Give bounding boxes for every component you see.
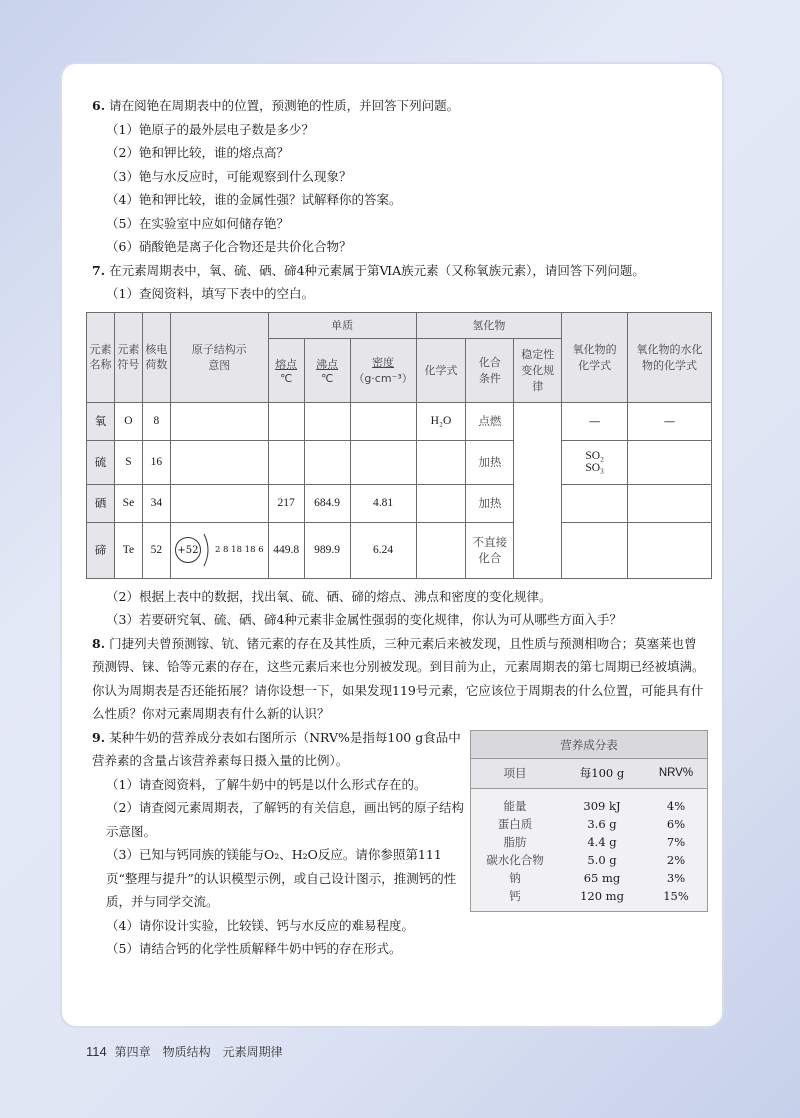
cell-symbol: O bbox=[114, 402, 142, 440]
cell-structure bbox=[170, 440, 268, 484]
header-condition: 化合条件 bbox=[466, 338, 514, 402]
header-density-label: 密度 bbox=[372, 356, 395, 369]
cell-mp: 217 bbox=[268, 484, 304, 522]
cell-z: 8 bbox=[142, 402, 170, 440]
chapter-title: 第四章 物质结构 元素周期律 bbox=[114, 1045, 283, 1059]
cell-name: 硒 bbox=[87, 484, 115, 522]
header-structure: 原子结构示意图 bbox=[170, 312, 268, 402]
cell-per: 5.0 g bbox=[587, 852, 617, 867]
cell-per: 4.4 g bbox=[587, 834, 617, 849]
cell-density bbox=[350, 402, 416, 440]
question-stem: 某种牛奶的营养成分表如右图所示（NRV%是指每100 g食品中营养素的含量占该营养素每日摄入量的比例）。 bbox=[92, 729, 461, 768]
cell-name: 硫 bbox=[87, 440, 115, 484]
header-per-100g: 每100 g bbox=[579, 766, 625, 780]
header-mp-unit: ℃ bbox=[279, 371, 293, 385]
cell-hydride-formula bbox=[416, 440, 466, 484]
header-bp-unit: ℃ bbox=[320, 371, 334, 385]
cell-oxide bbox=[562, 440, 628, 484]
sub-item: （1）铯原子的最外层电子数是多少？ bbox=[106, 121, 314, 137]
cell-hydride-formula bbox=[416, 484, 466, 522]
question-6 bbox=[92, 94, 708, 118]
cell-condition: 加热 bbox=[466, 484, 514, 522]
header-oxide: 氧化物的化学式 bbox=[562, 312, 628, 402]
header-stability: 稳定性变化规律 bbox=[514, 338, 562, 402]
question-stem: 请在阅铯在周期表中的位置，预测铯的性质，并回答下列问题。 bbox=[109, 98, 460, 113]
header-mp-label: 熔点 bbox=[275, 357, 298, 371]
sub-item: （2）铯和钾比较，谁的熔点高？ bbox=[106, 145, 289, 160]
header-oxide-hydrate: 氧化物的水化物的化学式 bbox=[628, 312, 712, 402]
cell-nrv: 7% bbox=[666, 834, 686, 849]
page-footer bbox=[86, 1043, 283, 1060]
table-row bbox=[471, 851, 707, 869]
sub-item: （3）若要研究氧、硫、硒、碲4种元素非金属性强弱的变化规律，你认为可从哪些方面入手？ bbox=[106, 612, 622, 627]
cell-oxide-hydrate bbox=[628, 440, 712, 484]
question-text: 门捷列夫曾预测镓、钪、锗元素的存在及其性质，三种元素后来被发现，且性质与预测相吻合；莫塞莱也曾预测锝、铼、铪等元素的存在，这些元素后来也分别被发现。到目前为止，元素周期表的第七周期已经被填满。你认为周期表是否还能拓展？请你设想一下，如果发现119号元素，它应该位于周期表的什么位置，可能具有什么性质？你对元素周期表有什么新的认识？ bbox=[92, 635, 705, 721]
table-row bbox=[87, 484, 712, 522]
cell-item: 蛋白质 bbox=[497, 816, 533, 831]
cell-nrv: 15% bbox=[663, 888, 689, 903]
cell-nrv: 6% bbox=[666, 816, 686, 831]
question-number: 7. bbox=[92, 262, 106, 278]
cell-structure bbox=[170, 484, 268, 522]
cell-structure bbox=[170, 402, 268, 440]
page-content bbox=[89, 94, 708, 961]
header-density-unit: （g·cm⁻³） bbox=[353, 372, 413, 385]
question-number: 9. bbox=[92, 729, 106, 745]
nucleus-circle: +52 bbox=[175, 537, 201, 563]
table-row bbox=[471, 887, 707, 905]
sub-item: （3）铯与水反应时，可能观察到什么现象？ bbox=[106, 168, 352, 184]
cell-structure bbox=[170, 522, 268, 578]
cell-condition: 点燃 bbox=[466, 402, 514, 440]
cell-item: 能量 bbox=[503, 798, 527, 813]
cell-mp: 449.8 bbox=[268, 522, 304, 578]
header-nuclear-charge: 核电荷数 bbox=[142, 312, 170, 402]
sub-item: （1）请查阅资料，了解牛奶中的钙是以什么形式存在的。 bbox=[106, 776, 427, 792]
sub-item: （2）根据上表中的数据，找出氧、硫、硒、碲的熔点、沸点和密度的变化规律。 bbox=[106, 588, 552, 604]
table-row bbox=[87, 440, 712, 484]
atom-structure-diagram bbox=[175, 530, 264, 570]
shell-electrons: 2 8 18 18 6 bbox=[214, 545, 264, 555]
cell-density bbox=[350, 440, 416, 484]
question-7 bbox=[92, 259, 708, 283]
cell-oxide-hydrate bbox=[628, 484, 712, 522]
question-9 bbox=[92, 726, 708, 961]
table-row bbox=[471, 869, 707, 887]
cell-item: 碳水化合物 bbox=[486, 852, 544, 867]
header-name: 元素名称 bbox=[87, 312, 115, 402]
cell-condition: 不直接化合 bbox=[466, 522, 514, 578]
question-stem: 在元素周期表中，氧、硫、硒、碲4种元素属于第ⅥA族元素（又称氧族元素），请回答下列问题。 bbox=[109, 262, 645, 278]
cell-z: 16 bbox=[142, 440, 170, 484]
table-row bbox=[471, 833, 707, 851]
cell-z: 52 bbox=[142, 522, 170, 578]
header-formula: 化学式 bbox=[416, 338, 466, 402]
cell-per: 65 mg bbox=[583, 870, 621, 885]
cell-bp: 989.9 bbox=[304, 522, 350, 578]
cell-symbol: Se bbox=[114, 484, 142, 522]
cell-z: 34 bbox=[142, 484, 170, 522]
cell-bp bbox=[304, 440, 350, 484]
nutrition-body bbox=[471, 789, 707, 911]
cell-hydride-formula: H₂O bbox=[416, 402, 466, 440]
question-number: 8. bbox=[92, 635, 106, 651]
cell-nrv: 2% bbox=[666, 852, 686, 867]
page-card bbox=[60, 62, 724, 1028]
page-number: 114 bbox=[86, 1044, 107, 1059]
cell-per: 309 kJ bbox=[583, 798, 621, 813]
sub-item: （3）已知与钙同族的镁能与O₂、H₂O反应。请你参照第111页“整理与提升”的认识模型示例，或自己设计图示，推测钙的性质，并与同学交流。 bbox=[106, 847, 457, 909]
cell-symbol: S bbox=[114, 440, 142, 484]
table-row bbox=[87, 522, 712, 578]
cell-item: 钠 bbox=[509, 870, 521, 885]
cell-bp bbox=[304, 402, 350, 440]
cell-density: 6.24 bbox=[350, 522, 416, 578]
nutrition-title: 营养成分表 bbox=[471, 731, 707, 759]
cell-density: 4.81 bbox=[350, 484, 416, 522]
sub-item: （1）查阅资料，填写下表中的空白。 bbox=[106, 286, 314, 301]
element-table bbox=[86, 312, 712, 579]
cell-condition: 加热 bbox=[466, 440, 514, 484]
cell-item: 脂肪 bbox=[503, 834, 527, 849]
question-8 bbox=[92, 632, 708, 726]
header-bp-label: 沸点 bbox=[316, 357, 339, 371]
question-9-text bbox=[92, 726, 472, 914]
table-row bbox=[87, 402, 712, 440]
sub-item: （5）请结合钙的化学性质解释牛奶中钙的存在形式。 bbox=[106, 941, 402, 956]
oxide-so2: SO₂ bbox=[585, 450, 605, 462]
table-row bbox=[471, 797, 707, 815]
cell-item: 钙 bbox=[509, 888, 521, 903]
cell-per: 3.6 g bbox=[587, 816, 617, 831]
cell-oxide bbox=[562, 522, 628, 578]
table-row bbox=[471, 815, 707, 833]
oxide-so3: SO₃ bbox=[585, 462, 605, 474]
header-nrv: NRV% bbox=[658, 767, 694, 779]
shell-arc-icon bbox=[201, 530, 215, 570]
question-number: 6. bbox=[92, 98, 106, 113]
sub-item: （2）请查阅元素周期表，了解钙的有关信息，画出钙的原子结构示意图。 bbox=[106, 800, 464, 839]
cell-mp bbox=[268, 440, 304, 484]
question-9-stem bbox=[92, 726, 472, 773]
sub-item: （4）铯和钾比较，谁的金属性强？试解释你的答案。 bbox=[106, 192, 402, 207]
nutrition-table bbox=[470, 730, 708, 912]
header-symbol: 元素符号 bbox=[114, 312, 142, 402]
header-melting-point bbox=[268, 338, 304, 402]
cell-per: 120 mg bbox=[580, 888, 624, 903]
nutrition-header bbox=[471, 759, 707, 789]
cell-oxide-hydrate bbox=[628, 522, 712, 578]
header-element: 单质 bbox=[268, 312, 416, 338]
cell-bp: 684.9 bbox=[304, 484, 350, 522]
cell-stability bbox=[514, 402, 562, 578]
cell-nrv: 3% bbox=[666, 870, 686, 885]
cell-hydride-formula bbox=[416, 522, 466, 578]
header-density bbox=[350, 338, 416, 402]
cell-name: 碲 bbox=[87, 522, 115, 578]
sub-item: （4）请你设计实验，比较镁、钙与水反应的难易程度。 bbox=[106, 917, 414, 933]
cell-oxide bbox=[562, 484, 628, 522]
cell-symbol: Te bbox=[114, 522, 142, 578]
sub-item: （6）硝酸铯是离子化合物还是共价化合物？ bbox=[106, 239, 352, 254]
cell-mp bbox=[268, 402, 304, 440]
cell-nrv: 4% bbox=[666, 798, 686, 813]
cell-name: 氧 bbox=[87, 402, 115, 440]
header-hydride: 氢化物 bbox=[416, 312, 562, 338]
header-item: 项目 bbox=[503, 766, 527, 780]
cell-oxide-hydrate: — bbox=[628, 402, 712, 440]
cell-oxide: — bbox=[562, 402, 628, 440]
sub-item: （5）在实验室中应如何储存铯？ bbox=[106, 215, 289, 231]
header-boiling-point bbox=[304, 338, 350, 402]
